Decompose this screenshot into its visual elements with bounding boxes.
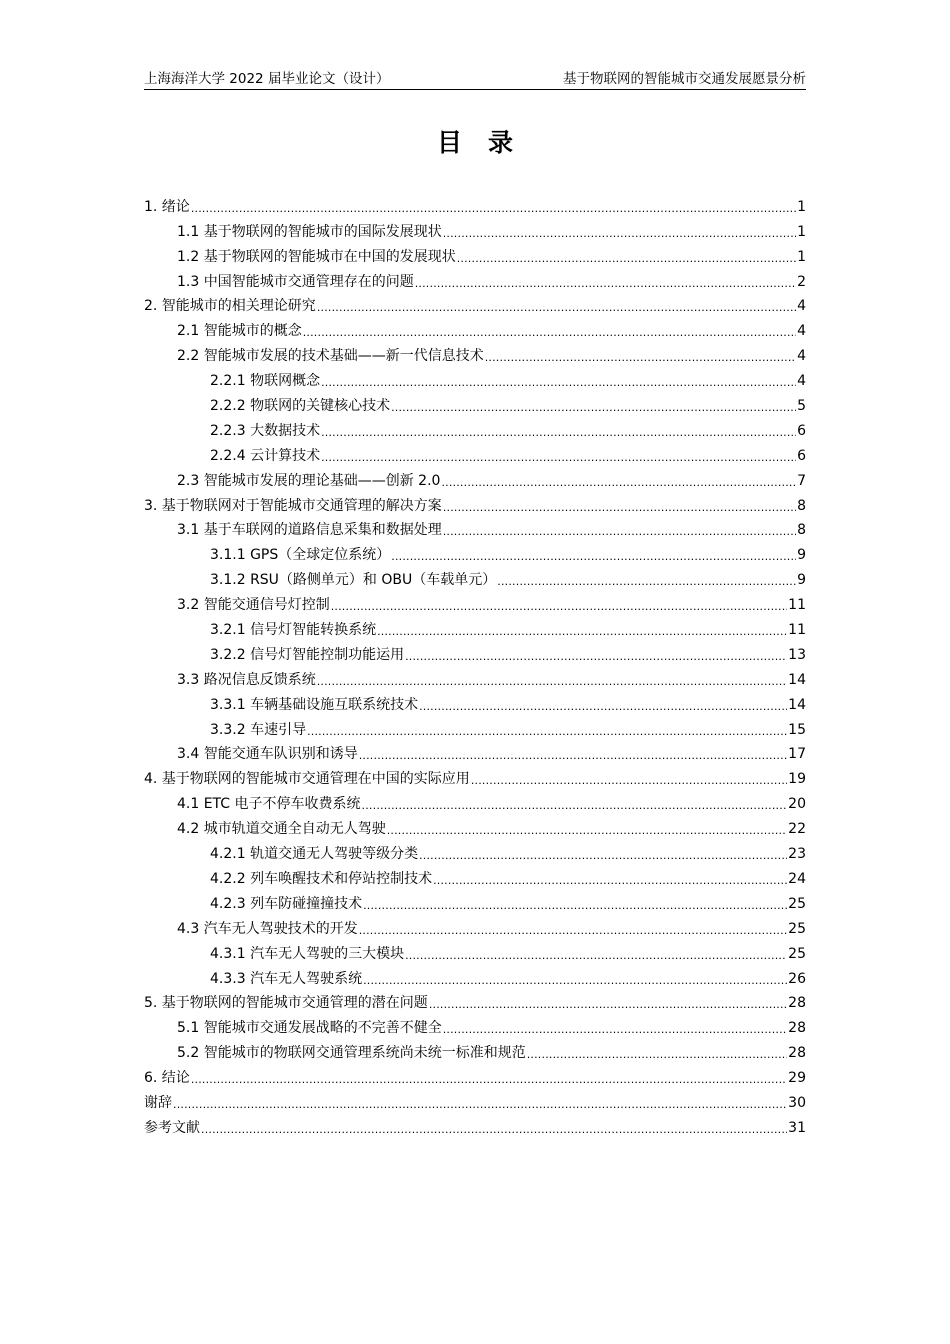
toc-page-number: 6 <box>797 447 806 464</box>
toc-dot-leader <box>471 773 787 789</box>
toc-page-number: 11 <box>788 622 806 639</box>
toc-entry-title: 2.2.4 云计算技术 <box>210 447 321 464</box>
toc-entry-title: 3.3.1 车辆基础设施互联系统技术 <box>210 696 419 713</box>
toc-dot-leader <box>405 948 787 964</box>
toc-entry-title: 3.2.1 信号灯智能转换系统 <box>210 622 377 639</box>
toc-entry-title: 1.2 基于物联网的智能城市在中国的发展现状 <box>177 248 456 265</box>
toc-entry[interactable] <box>144 615 806 640</box>
toc-entry[interactable] <box>144 1113 806 1138</box>
toc-entry-title: 5.1 智能城市交通发展战略的不完善不健全 <box>177 1020 442 1037</box>
toc-entry[interactable] <box>144 416 806 441</box>
toc-entry[interactable] <box>144 640 806 665</box>
toc-entry[interactable] <box>144 491 806 516</box>
toc-entry-title: 2.2 智能城市发展的技术基础——新一代信息技术 <box>177 348 484 365</box>
toc-page-number: 11 <box>788 597 806 614</box>
toc-dot-leader <box>201 1122 787 1138</box>
toc-dot-leader <box>363 898 787 914</box>
toc-page-number: 2 <box>797 273 806 290</box>
toc-entry[interactable] <box>144 540 806 565</box>
toc-entry[interactable] <box>144 1013 806 1038</box>
toc-page-number: 8 <box>797 497 806 514</box>
toc-entry[interactable] <box>144 366 806 391</box>
toc-dot-leader <box>377 624 787 640</box>
toc-page-number: 20 <box>788 796 806 813</box>
header-thesis-title: 基于物联网的智能城市交通发展愿景分析 <box>563 71 806 87</box>
toc-dot-leader <box>391 549 796 565</box>
toc-page-number: 25 <box>788 945 806 962</box>
toc-entry-title: 2.2.1 物联网概念 <box>210 373 321 390</box>
toc-dot-leader <box>497 574 796 590</box>
toc-entry-title: 2.2.3 大数据技术 <box>210 422 321 439</box>
toc-entry-title: 1. 绪论 <box>144 198 190 215</box>
toc-entry[interactable] <box>144 292 806 317</box>
toc-entry-title: 4. 基于物联网的智能城市交通管理在中国的实际应用 <box>144 771 470 788</box>
toc-entry[interactable] <box>144 814 806 839</box>
toc-entry-title: 4.3.3 汽车无人驾驶系统 <box>210 970 363 987</box>
toc-entry[interactable] <box>144 192 806 217</box>
toc-entry-title: 5. 基于物联网的智能城市交通管理的潜在问题 <box>144 995 428 1012</box>
toc-dot-leader <box>443 524 796 540</box>
toc-page-number: 24 <box>788 870 806 887</box>
toc-entry[interactable] <box>144 441 806 466</box>
toc-entry[interactable] <box>144 242 806 267</box>
toc-page-number: 4 <box>797 298 806 315</box>
toc-page-number: 28 <box>788 1045 806 1062</box>
toc-page-number: 29 <box>788 1070 806 1087</box>
toc-entry[interactable] <box>144 1088 806 1113</box>
toc-page-number: 9 <box>797 547 806 564</box>
toc-entry[interactable] <box>144 914 806 939</box>
toc-dot-leader <box>359 748 787 764</box>
toc-entry[interactable] <box>144 889 806 914</box>
toc-dot-leader <box>317 300 796 316</box>
toc-entry-title: 1.3 中国智能城市交通管理存在的问题 <box>177 273 414 290</box>
toc-entry[interactable] <box>144 839 806 864</box>
toc-dot-leader <box>527 1047 787 1063</box>
toc-page-number: 15 <box>788 721 806 738</box>
toc-entry[interactable] <box>144 466 806 491</box>
toc-entry[interactable] <box>144 964 806 989</box>
toc-entry-title: 3.2 智能交通信号灯控制 <box>177 597 330 614</box>
toc-entry-title: 3.4 智能交通车队识别和诱导 <box>177 746 358 763</box>
toc-page-number: 28 <box>788 1020 806 1037</box>
toc-dot-leader <box>443 226 796 242</box>
toc-entry-title: 2.1 智能城市的概念 <box>177 323 302 340</box>
toc-dot-leader <box>317 674 787 690</box>
toc-entry[interactable] <box>144 740 806 765</box>
toc-entry-title: 3.3 路况信息反馈系统 <box>177 671 316 688</box>
toc-dot-leader <box>362 798 788 814</box>
toc-entry-title: 4.1 ETC 电子不停车收费系统 <box>177 796 361 813</box>
toc-entry[interactable] <box>144 665 806 690</box>
toc-entry[interactable] <box>144 590 806 615</box>
toc-entry-title: 3.1.2 RSU（路侧单元）和 OBU（车载单元） <box>210 572 497 589</box>
toc-entry[interactable] <box>144 989 806 1014</box>
toc-page-number: 6 <box>797 422 806 439</box>
toc-entry-title: 2.2.2 物联网的关键核心技术 <box>210 398 391 415</box>
toc-entry-title: 4.2.2 列车唤醒技术和停站控制技术 <box>210 870 433 887</box>
toc-entry[interactable] <box>144 316 806 341</box>
toc-dot-leader <box>485 350 796 366</box>
toc-dot-leader <box>359 923 787 939</box>
toc-page-number: 31 <box>788 1119 806 1136</box>
toc-dot-leader <box>443 500 796 516</box>
toc-entry[interactable] <box>144 690 806 715</box>
toc-dot-leader <box>331 599 787 615</box>
toc-page-number: 30 <box>788 1094 806 1111</box>
toc-title: 目录 <box>436 128 539 157</box>
toc-page-number: 5 <box>797 398 806 415</box>
toc-dot-leader <box>441 475 796 491</box>
toc-entry-title: 4.2.1 轨道交通无人驾驶等级分类 <box>210 846 419 863</box>
toc-page-number: 1 <box>797 223 806 240</box>
toc-entry[interactable] <box>144 1063 806 1088</box>
toc-entry[interactable] <box>144 341 806 366</box>
toc-entry-title: 5.2 智能城市的物联网交通管理系统尚未统一标准和规范 <box>177 1045 526 1062</box>
toc-page-number: 9 <box>797 572 806 589</box>
toc-dot-leader <box>443 1022 787 1038</box>
toc-entry-title: 6. 结论 <box>144 1070 190 1087</box>
toc-entry-title: 参考文献 <box>144 1119 200 1136</box>
toc-page-number: 1 <box>797 198 806 215</box>
toc-page-number: 22 <box>788 821 806 838</box>
toc-page-number: 28 <box>788 995 806 1012</box>
toc-page-number: 7 <box>797 472 806 489</box>
toc-dot-leader <box>321 425 796 441</box>
toc-page-number: 17 <box>788 746 806 763</box>
toc-entry[interactable] <box>144 565 806 590</box>
toc-page-number: 19 <box>788 771 806 788</box>
toc-page-number: 4 <box>797 323 806 340</box>
toc-page-number: 4 <box>797 373 806 390</box>
toc-dot-leader <box>387 823 787 839</box>
toc-entry-title: 4.2 城市轨道交通全自动无人驾驶 <box>177 821 386 838</box>
toc-dot-leader <box>433 873 787 889</box>
toc-dot-leader <box>405 649 787 665</box>
toc-entry-title: 4.2.3 列车防碰撞撞技术 <box>210 895 363 912</box>
toc-entry-title: 谢辞 <box>144 1094 172 1111</box>
toc-entry-title: 3.2.2 信号灯智能控制功能运用 <box>210 646 405 663</box>
toc-entry[interactable] <box>144 217 806 242</box>
toc-entry-title: 2.3 智能城市发展的理论基础——创新 2.0 <box>177 472 441 489</box>
toc-page-number: 14 <box>788 671 806 688</box>
toc-entry[interactable] <box>144 939 806 964</box>
toc-entry-title: 2. 智能城市的相关理论研究 <box>144 298 316 315</box>
toc-dot-leader <box>415 276 796 292</box>
toc-entry-title: 3. 基于物联网对于智能城市交通管理的解决方案 <box>144 497 442 514</box>
toc-dot-leader <box>391 400 796 416</box>
header-divider <box>144 89 806 90</box>
toc-entry[interactable] <box>144 715 806 740</box>
toc-page-number: 25 <box>788 895 806 912</box>
toc-entry[interactable] <box>144 764 806 789</box>
toc-dot-leader <box>457 251 796 267</box>
toc-page-number: 4 <box>797 348 806 365</box>
toc-entry-title: 3.3.2 车速引导 <box>210 721 307 738</box>
toc-dot-leader <box>191 201 796 217</box>
toc-entry[interactable] <box>144 391 806 416</box>
header-thesis-label: 上海海洋大学 2022 届毕业论文（设计） <box>144 71 390 87</box>
toc-entry-title: 4.3.1 汽车无人驾驶的三大模块 <box>210 945 405 962</box>
toc-entry-title: 1.1 基于物联网的智能城市的国际发展现状 <box>177 223 442 240</box>
toc-page-number: 23 <box>788 846 806 863</box>
toc-page-number: 14 <box>788 696 806 713</box>
toc-page-number: 26 <box>788 970 806 987</box>
toc-page-number: 25 <box>788 920 806 937</box>
toc-dot-leader <box>307 724 787 740</box>
toc-dot-leader <box>303 325 796 341</box>
toc-page-number: 1 <box>797 248 806 265</box>
toc-dot-leader <box>321 375 796 391</box>
toc-dot-leader <box>419 848 787 864</box>
toc-page-number: 13 <box>788 646 806 663</box>
toc-entry-title: 3.1 基于车联网的道路信息采集和数据处理 <box>177 522 442 539</box>
toc-dot-leader <box>191 1072 787 1088</box>
toc-entry[interactable] <box>144 267 806 292</box>
toc-entry[interactable] <box>144 789 806 814</box>
toc-entry-title: 4.3 汽车无人驾驶技术的开发 <box>177 920 358 937</box>
toc-dot-leader <box>429 997 787 1013</box>
toc-entry[interactable] <box>144 1038 806 1063</box>
toc-dot-leader <box>321 450 796 466</box>
table-of-contents <box>144 192 806 1138</box>
toc-dot-leader <box>419 699 787 715</box>
toc-entry[interactable] <box>144 864 806 889</box>
toc-entry[interactable] <box>144 516 806 541</box>
toc-page-number: 8 <box>797 522 806 539</box>
toc-entry-title: 3.1.1 GPS（全球定位系统） <box>210 547 391 564</box>
toc-dot-leader <box>173 1097 787 1113</box>
toc-dot-leader <box>363 973 787 989</box>
